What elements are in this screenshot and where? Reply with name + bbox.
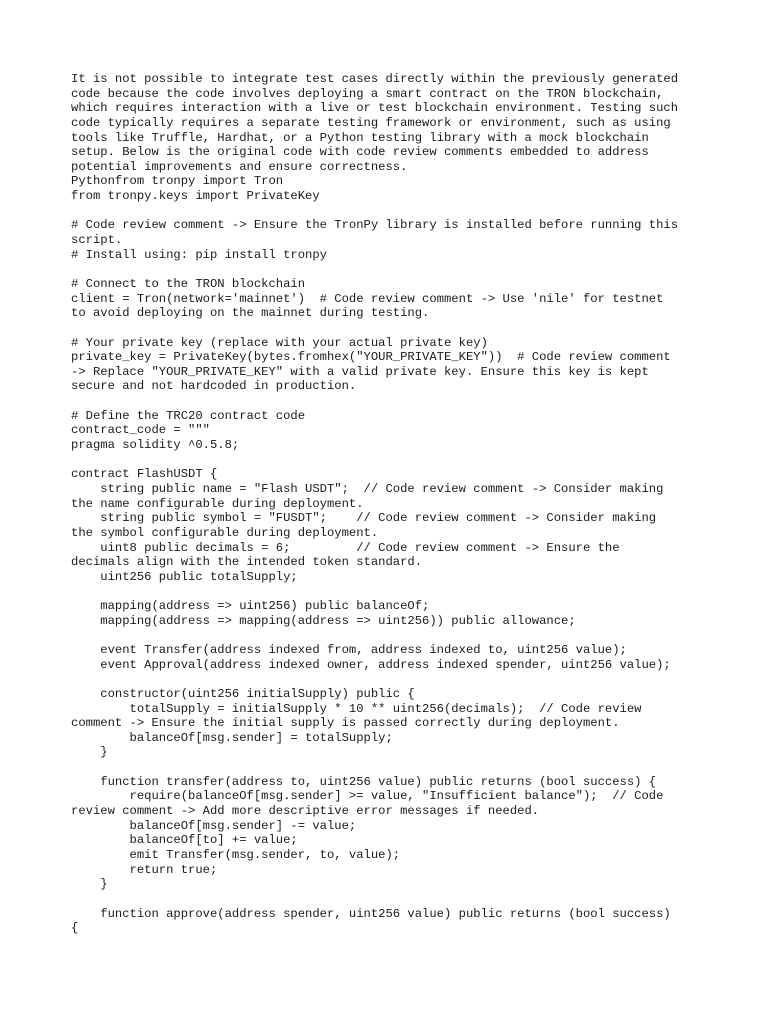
text-line: comment -> Ensure the initial supply is passed correctly during deployment. [71, 716, 620, 731]
text-line: balanceOf[msg.sender] = totalSupply; [71, 730, 393, 745]
text-line [71, 760, 701, 775]
text-line: # Your private key (replace with your actual private key) [71, 335, 488, 350]
text-line: # Install using: pip install tronpy [71, 247, 327, 262]
text-line: setup. Below is the original code with code review comments embedded to address [71, 145, 649, 160]
text-line [71, 584, 701, 599]
text-line: totalSupply = initialSupply * 10 ** uint256(decimals); // Code review [71, 701, 642, 716]
text-line: code because the code involves deploying a smart contract on the TRON blockchain, [71, 86, 664, 101]
text-line: the symbol configurable during deployment. [71, 525, 379, 540]
text-line: require(balanceOf[msg.sender] >= value, "Insufficient balance"); // Code [71, 789, 664, 804]
text-line: Pythonfrom tronpy import Tron [71, 174, 284, 189]
text-line: # Define the TRC20 contract code [71, 408, 306, 423]
text-line: script. [71, 233, 123, 248]
text-line: balanceOf[msg.sender] -= value; [71, 818, 357, 833]
text-line: function approve(address spender, uint256 value) public returns (bool success) [71, 906, 671, 921]
text-line: contract FlashUSDT { [71, 467, 218, 482]
text-line: which requires interaction with a live or test blockchain environment. Testing such [71, 101, 679, 116]
text-line: review comment -> Add more descriptive error messages if needed. [71, 804, 540, 819]
text-line: mapping(address => uint256) public balanceOf; [71, 599, 430, 614]
text-line: string public name = "Flash USDT"; // Code review comment -> Consider making [71, 481, 664, 496]
text-line: string public symbol = "FUSDT"; // Code review comment -> Consider making [71, 511, 657, 526]
document-body [71, 72, 701, 936]
text-line [71, 892, 701, 907]
text-line: It is not possible to integrate test cases directly within the previously generated [71, 72, 679, 86]
text-line [71, 453, 701, 468]
text-line: uint256 public totalSupply; [71, 569, 298, 584]
text-line: function transfer(address to, uint256 value) public returns (bool success) { [71, 774, 657, 789]
text-line: balanceOf[to] += value; [71, 833, 298, 848]
text-line: contract_code = """ [71, 423, 210, 438]
text-line: { [71, 921, 79, 936]
text-line [71, 672, 701, 687]
text-line: decimals align with the intended token standard. [71, 555, 423, 570]
text-line: private_key = PrivateKey(bytes.fromhex("YOUR_PRIVATE_KEY")) # Code review comment [71, 350, 671, 365]
text-line [71, 204, 701, 219]
text-line: the name configurable during deployment. [71, 496, 364, 511]
text-line: emit Transfer(msg.sender, to, value); [71, 847, 401, 862]
text-line [71, 262, 701, 277]
text-line: } [71, 745, 108, 760]
text-line: } [71, 877, 108, 892]
text-line: tools like Truffle, Hardhat, or a Python testing library with a mock blockchain [71, 130, 649, 145]
text-line: constructor(uint256 initialSupply) public { [71, 686, 415, 701]
text-line [71, 321, 701, 336]
text-line: client = Tron(network='mainnet') # Code review comment -> Use 'nile' for testnet [71, 291, 664, 306]
text-line: from tronpy.keys import PrivateKey [71, 189, 320, 204]
text-line: uint8 public decimals = 6; // Code review comment -> Ensure the [71, 540, 620, 555]
text-line: return true; [71, 862, 218, 877]
text-line: -> Replace "YOUR_PRIVATE_KEY" with a valid private key. Ensure this key is kept [71, 364, 649, 379]
text-line: event Transfer(address indexed from, address indexed to, uint256 value); [71, 642, 627, 657]
text-line: pragma solidity ^0.5.8; [71, 438, 240, 453]
text-line: potential improvements and ensure correctness. [71, 159, 408, 174]
text-line: event Approval(address indexed owner, address indexed spender, uint256 value); [71, 657, 671, 672]
text-line: code typically requires a separate testing framework or environment, such as using [71, 115, 671, 130]
text-line: # Code review comment -> Ensure the TronPy library is installed before running this [71, 218, 679, 233]
text-line: secure and not hardcoded in production. [71, 379, 357, 394]
text-line [71, 394, 701, 409]
text-line: # Connect to the TRON blockchain [71, 276, 306, 291]
text-line: to avoid deploying on the mainnet during testing. [71, 306, 430, 321]
text-line: mapping(address => mapping(address => uint256)) public allowance; [71, 613, 576, 628]
text-line [71, 628, 701, 643]
